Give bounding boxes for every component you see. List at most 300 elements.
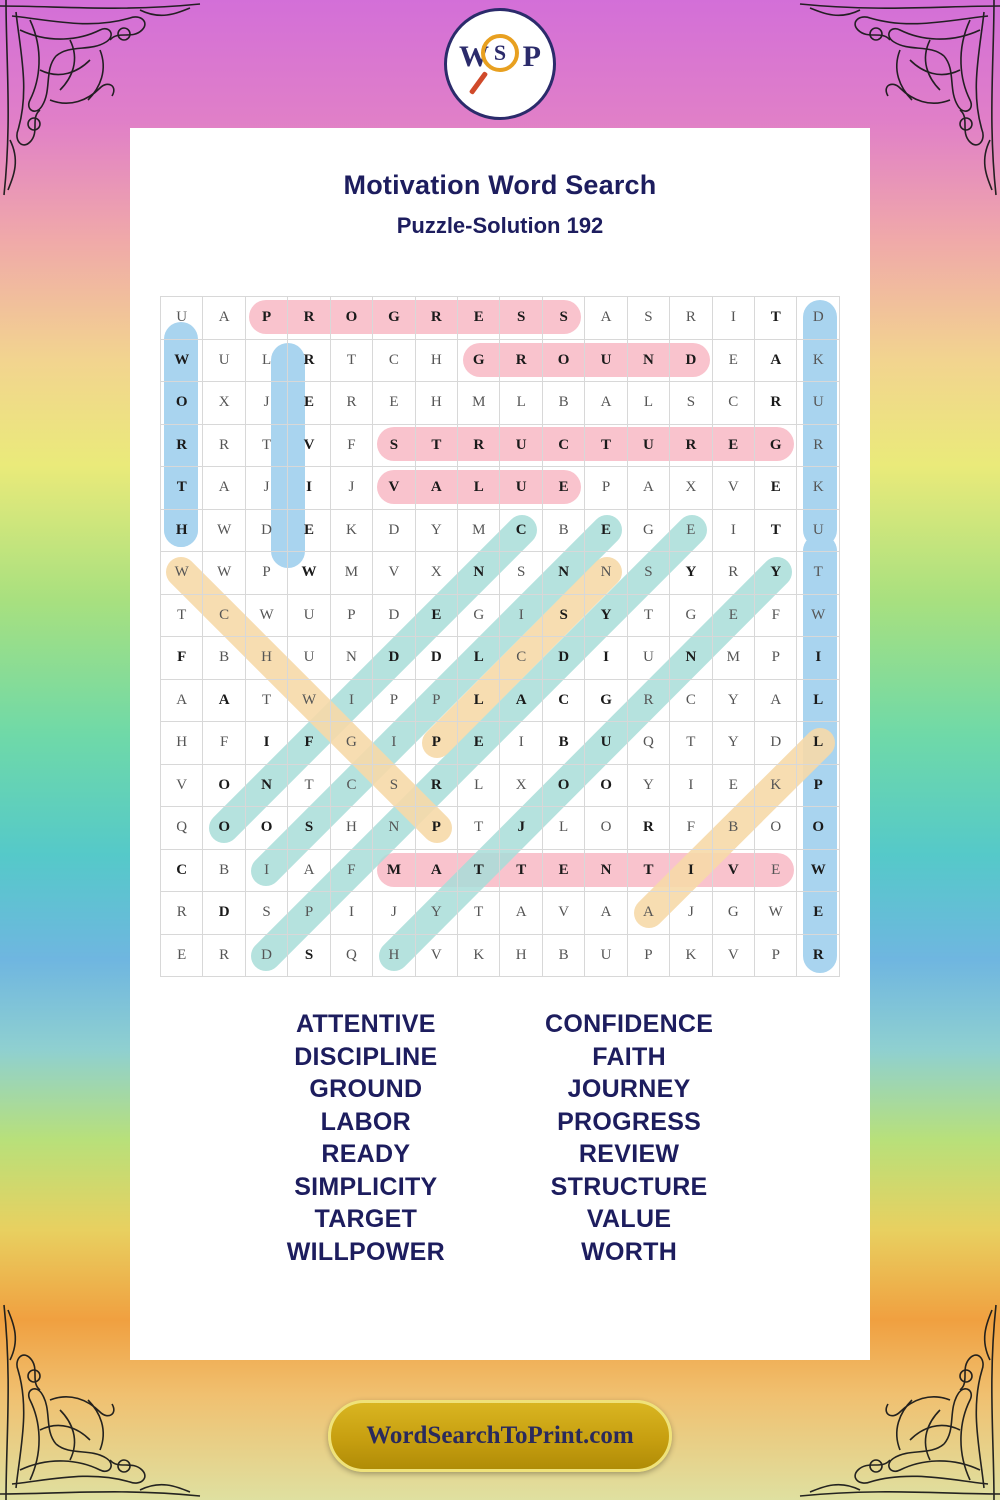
grid-cell[interactable]: W (755, 892, 797, 935)
grid-cell[interactable]: U (203, 339, 245, 382)
grid-cell[interactable]: L (500, 382, 542, 425)
grid-cell[interactable]: R (755, 382, 797, 425)
grid-cell[interactable]: T (161, 467, 203, 510)
logo-letter-p: P (522, 40, 541, 73)
word-search-grid-container (160, 296, 840, 977)
grid-cell[interactable]: U (797, 509, 840, 552)
grid-cell[interactable]: N (458, 552, 500, 595)
grid-cell[interactable]: O (203, 764, 245, 807)
grid-cell[interactable]: G (670, 594, 712, 637)
grid-cell[interactable]: G (330, 722, 372, 765)
grid-cell[interactable]: S (500, 297, 542, 340)
grid-cell[interactable]: I (245, 722, 287, 765)
grid-cell[interactable]: T (627, 849, 669, 892)
grid-cell[interactable]: O (755, 807, 797, 850)
grid-cell[interactable]: M (373, 849, 415, 892)
grid-cell[interactable]: I (712, 297, 754, 340)
grid-cell[interactable]: I (712, 509, 754, 552)
grid-cell[interactable]: Y (415, 892, 457, 935)
grid-cell[interactable]: D (203, 892, 245, 935)
grid-cell[interactable]: C (203, 594, 245, 637)
grid-cell[interactable]: Y (712, 722, 754, 765)
background-left-band (0, 0, 130, 1500)
grid-cell[interactable]: R (797, 424, 840, 467)
grid-cell[interactable]: D (797, 297, 840, 340)
grid-cell[interactable]: T (627, 594, 669, 637)
grid-cell[interactable]: P (373, 679, 415, 722)
grid-cell[interactable]: L (458, 764, 500, 807)
grid-cell[interactable]: E (288, 382, 330, 425)
grid-cell[interactable]: O (797, 807, 840, 850)
grid-cell[interactable]: E (542, 849, 584, 892)
grid-cell[interactable]: A (203, 679, 245, 722)
grid-cell[interactable]: H (373, 934, 415, 977)
grid-cell[interactable]: H (330, 807, 372, 850)
grid-cell[interactable]: F (330, 849, 372, 892)
page-title: Motivation Word Search (343, 170, 657, 200)
grid-cell[interactable]: P (415, 679, 457, 722)
word-list-item: GROUND (309, 1075, 423, 1103)
grid-cell[interactable]: P (755, 637, 797, 680)
grid-cell[interactable]: R (500, 339, 542, 382)
grid-cell[interactable]: L (797, 722, 840, 765)
grid-cell[interactable]: W (245, 594, 287, 637)
grid-cell[interactable]: R (288, 297, 330, 340)
grid-cell[interactable]: E (755, 467, 797, 510)
grid-cell[interactable]: T (330, 339, 372, 382)
grid-cell[interactable]: C (330, 764, 372, 807)
grid-cell[interactable]: E (585, 509, 627, 552)
grid-cell[interactable]: T (458, 807, 500, 850)
grid-cell[interactable]: G (458, 594, 500, 637)
grid-cell[interactable]: S (288, 807, 330, 850)
grid-cell[interactable]: A (203, 297, 245, 340)
grid-cell[interactable]: S (373, 424, 415, 467)
grid-cell[interactable]: U (161, 297, 203, 340)
grid-cell[interactable]: R (458, 424, 500, 467)
grid-cell[interactable]: V (542, 892, 584, 935)
grid-cell[interactable]: T (161, 594, 203, 637)
grid-cell[interactable]: T (288, 764, 330, 807)
grid-cell[interactable]: H (161, 509, 203, 552)
grid-cell[interactable]: L (245, 339, 287, 382)
grid-cell[interactable]: L (542, 807, 584, 850)
grid-cell[interactable]: P (330, 594, 372, 637)
grid-cell[interactable]: E (712, 594, 754, 637)
grid-cell[interactable]: T (797, 552, 840, 595)
grid-cell[interactable]: S (627, 297, 669, 340)
grid-cell[interactable]: V (415, 934, 457, 977)
grid-cell[interactable]: R (627, 807, 669, 850)
grid-cell[interactable]: F (670, 807, 712, 850)
grid-cell[interactable]: O (585, 807, 627, 850)
grid-cell[interactable]: T (755, 297, 797, 340)
grid-cell[interactable]: P (245, 552, 287, 595)
grid-cell[interactable]: T (245, 424, 287, 467)
grid-cell[interactable]: A (500, 892, 542, 935)
grid-cell[interactable]: E (542, 467, 584, 510)
grid-cell[interactable]: X (203, 382, 245, 425)
grid-cell[interactable]: V (373, 467, 415, 510)
grid-cell[interactable]: E (458, 297, 500, 340)
grid-cell[interactable]: A (500, 679, 542, 722)
grid-cell[interactable]: D (415, 637, 457, 680)
grid-cell[interactable]: W (161, 552, 203, 595)
grid-cell[interactable]: P (585, 467, 627, 510)
grid-cell[interactable]: R (712, 552, 754, 595)
grid-cell[interactable]: A (161, 679, 203, 722)
grid-cell[interactable]: B (542, 509, 584, 552)
grid-cell[interactable]: R (670, 297, 712, 340)
grid-cell[interactable]: S (627, 552, 669, 595)
grid-cell[interactable]: S (373, 764, 415, 807)
grid-cell[interactable]: S (542, 297, 584, 340)
grid-cell[interactable]: A (415, 467, 457, 510)
grid-cell[interactable]: A (755, 339, 797, 382)
grid-cell[interactable]: S (288, 934, 330, 977)
grid-cell[interactable]: D (373, 594, 415, 637)
grid-cell[interactable]: C (542, 424, 584, 467)
grid-cell[interactable]: N (373, 807, 415, 850)
word-list-item: TARGET (314, 1205, 418, 1233)
grid-cell[interactable]: Y (415, 509, 457, 552)
grid-cell[interactable]: U (585, 339, 627, 382)
grid-cell[interactable]: Y (670, 552, 712, 595)
website-button[interactable] (328, 1400, 672, 1472)
word-list-column-left (287, 1008, 445, 1268)
grid-cell[interactable]: A (585, 382, 627, 425)
grid-row (161, 934, 840, 977)
grid-cell[interactable]: I (797, 637, 840, 680)
grid-cell[interactable]: J (500, 807, 542, 850)
grid-cell[interactable]: W (797, 594, 840, 637)
grid-cell[interactable]: C (712, 382, 754, 425)
grid-cell[interactable]: R (797, 934, 840, 977)
grid-cell[interactable]: B (203, 637, 245, 680)
grid-row (161, 297, 840, 340)
grid-cell[interactable]: N (245, 764, 287, 807)
grid-cell[interactable]: G (712, 892, 754, 935)
word-list-item: VALUE (586, 1205, 672, 1233)
grid-cell[interactable]: Y (585, 594, 627, 637)
grid-cell[interactable]: U (288, 637, 330, 680)
grid-cell[interactable]: T (458, 849, 500, 892)
grid-cell[interactable]: T (585, 424, 627, 467)
grid-row (161, 679, 840, 722)
grid-cell[interactable]: H (500, 934, 542, 977)
grid-cell[interactable]: M (712, 637, 754, 680)
grid-cell[interactable]: V (161, 764, 203, 807)
grid-cell[interactable]: W (203, 552, 245, 595)
magnifier-icon: S (481, 34, 519, 72)
grid-cell[interactable]: T (415, 424, 457, 467)
grid-cell[interactable]: I (330, 679, 372, 722)
grid-cell[interactable]: N (585, 552, 627, 595)
grid-cell[interactable]: I (670, 764, 712, 807)
grid-cell[interactable]: X (670, 467, 712, 510)
grid-cell[interactable]: A (755, 679, 797, 722)
grid-cell[interactable]: I (330, 892, 372, 935)
grid-cell[interactable]: V (288, 424, 330, 467)
grid-cell[interactable]: X (500, 764, 542, 807)
magnifier-handle-icon (469, 71, 488, 95)
grid-cell[interactable]: I (288, 467, 330, 510)
grid-cell[interactable]: J (670, 892, 712, 935)
word-list-item: ATTENTIVE (295, 1010, 436, 1038)
grid-cell[interactable]: E (373, 382, 415, 425)
grid-cell[interactable]: P (627, 934, 669, 977)
grid-cell[interactable]: H (161, 722, 203, 765)
grid-cell[interactable]: E (670, 509, 712, 552)
grid-cell[interactable]: N (627, 339, 669, 382)
grid-cell[interactable]: Y (712, 679, 754, 722)
word-list-item: PROGRESS (557, 1107, 702, 1136)
grid-cell[interactable]: N (585, 849, 627, 892)
grid-cell[interactable]: W (288, 679, 330, 722)
grid-cell[interactable]: T (670, 722, 712, 765)
grid-cell[interactable]: U (500, 467, 542, 510)
grid-cell[interactable]: K (797, 467, 840, 510)
grid-cell[interactable]: P (415, 722, 457, 765)
grid-cell[interactable]: S (500, 552, 542, 595)
grid-cell[interactable]: G (585, 679, 627, 722)
grid-cell[interactable]: L (627, 382, 669, 425)
grid-cell[interactable]: O (585, 764, 627, 807)
grid-cell[interactable]: R (161, 892, 203, 935)
grid-cell[interactable]: E (712, 339, 754, 382)
grid-cell[interactable]: Q (330, 934, 372, 977)
grid-cell[interactable]: C (373, 339, 415, 382)
grid-cell[interactable]: B (712, 807, 754, 850)
website-label: WordSearchToPrint.com (366, 1422, 634, 1449)
grid-cell[interactable]: J (245, 382, 287, 425)
word-list-item: SIMPLICITY (294, 1172, 438, 1201)
grid-cell[interactable]: W (288, 552, 330, 595)
grid-cell[interactable]: K (755, 764, 797, 807)
grid-cell[interactable]: F (161, 637, 203, 680)
grid-cell[interactable]: D (755, 722, 797, 765)
grid-cell[interactable]: R (161, 424, 203, 467)
grid-cell[interactable]: E (415, 594, 457, 637)
grid-cell[interactable]: R (627, 679, 669, 722)
grid-row (161, 382, 840, 425)
grid-cell[interactable]: F (203, 722, 245, 765)
grid-cell[interactable]: K (330, 509, 372, 552)
grid-cell[interactable]: E (161, 934, 203, 977)
grid-row (161, 552, 840, 595)
grid-cell[interactable]: B (542, 722, 584, 765)
grid-cell[interactable]: O (330, 297, 372, 340)
grid-cell[interactable]: E (712, 424, 754, 467)
grid-cell[interactable]: K (670, 934, 712, 977)
word-list-item: DISCIPLINE (294, 1042, 438, 1071)
grid-cell[interactable]: S (670, 382, 712, 425)
grid-cell[interactable]: T (458, 892, 500, 935)
grid-row (161, 509, 840, 552)
grid-row (161, 637, 840, 680)
grid-cell[interactable]: Q (627, 722, 669, 765)
grid-cell[interactable]: T (755, 509, 797, 552)
grid-cell[interactable]: E (712, 764, 754, 807)
grid-cell[interactable]: D (373, 637, 415, 680)
grid-cell[interactable]: N (670, 637, 712, 680)
grid-cell[interactable]: I (500, 722, 542, 765)
grid-cell[interactable]: M (330, 552, 372, 595)
grid-cell[interactable]: A (627, 467, 669, 510)
grid-cell[interactable]: M (458, 382, 500, 425)
grid-cell[interactable]: O (542, 339, 584, 382)
grid-cell[interactable]: I (585, 637, 627, 680)
grid-cell[interactable]: F (330, 424, 372, 467)
grid-cell[interactable]: I (670, 849, 712, 892)
grid-row (161, 594, 840, 637)
word-list-item: READY (321, 1140, 411, 1168)
word-list-item: CONFIDENCE (544, 1010, 714, 1038)
grid-cell[interactable]: A (585, 297, 627, 340)
grid-cell[interactable]: U (585, 722, 627, 765)
grid-cell[interactable]: O (245, 807, 287, 850)
grid-cell[interactable]: L (797, 679, 840, 722)
word-list-item: REVIEW (578, 1140, 680, 1168)
grid-row (161, 892, 840, 935)
grid-cell[interactable]: A (585, 892, 627, 935)
grid-cell[interactable]: U (627, 637, 669, 680)
grid-cell[interactable]: R (670, 424, 712, 467)
grid-cell[interactable]: K (458, 934, 500, 977)
grid-cell[interactable]: C (500, 509, 542, 552)
grid-cell[interactable]: E (797, 892, 840, 935)
grid-cell[interactable]: Q (161, 807, 203, 850)
grid-cell[interactable]: P (245, 297, 287, 340)
grid-cell[interactable]: D (245, 934, 287, 977)
grid-cell[interactable]: V (712, 934, 754, 977)
grid-cell[interactable]: K (797, 339, 840, 382)
grid-cell[interactable]: E (458, 722, 500, 765)
grid-cell[interactable]: D (542, 637, 584, 680)
puzzle-sheet (130, 128, 870, 1360)
grid-row (161, 339, 840, 382)
grid-cell[interactable]: T (245, 679, 287, 722)
grid-cell[interactable]: R (203, 424, 245, 467)
grid-cell[interactable]: N (330, 637, 372, 680)
grid-cell[interactable]: L (458, 637, 500, 680)
word-search-grid[interactable] (160, 296, 840, 977)
grid-cell[interactable]: J (245, 467, 287, 510)
grid-cell[interactable]: E (288, 509, 330, 552)
grid-cell[interactable]: J (373, 892, 415, 935)
grid-cell[interactable]: U (627, 424, 669, 467)
grid-cell[interactable]: R (288, 339, 330, 382)
grid-cell[interactable]: O (161, 382, 203, 425)
grid-cell[interactable]: D (245, 509, 287, 552)
grid-cell[interactable]: Y (627, 764, 669, 807)
site-logo (444, 8, 556, 120)
grid-cell[interactable]: I (373, 722, 415, 765)
grid-cell[interactable]: B (542, 934, 584, 977)
grid-cell[interactable]: R (203, 934, 245, 977)
grid-cell[interactable]: P (288, 892, 330, 935)
grid-cell[interactable]: X (415, 552, 457, 595)
grid-cell[interactable]: C (500, 637, 542, 680)
grid-cell[interactable]: Y (755, 552, 797, 595)
grid-cell[interactable]: H (415, 339, 457, 382)
grid-cell[interactable]: R (415, 297, 457, 340)
grid-cell[interactable]: H (415, 382, 457, 425)
grid-cell[interactable]: G (373, 297, 415, 340)
word-list-item: JOURNEY (567, 1075, 691, 1103)
grid-cell[interactable]: O (203, 807, 245, 850)
grid-cell[interactable]: C (542, 679, 584, 722)
grid-cell[interactable]: J (330, 467, 372, 510)
grid-row (161, 722, 840, 765)
grid-row (161, 807, 840, 850)
grid-cell[interactable]: L (458, 467, 500, 510)
grid-cell[interactable]: V (712, 849, 754, 892)
grid-cell[interactable]: S (245, 892, 287, 935)
grid-cell[interactable]: U (585, 934, 627, 977)
grid-cell[interactable]: W (797, 849, 840, 892)
grid-cell[interactable]: A (203, 467, 245, 510)
word-list-item: WILLPOWER (286, 1237, 445, 1266)
grid-cell[interactable]: L (458, 679, 500, 722)
grid-cell[interactable]: W (161, 339, 203, 382)
grid-cell[interactable]: H (245, 637, 287, 680)
grid-cell[interactable]: A (288, 849, 330, 892)
grid-cell[interactable]: G (458, 339, 500, 382)
grid-cell[interactable]: I (500, 594, 542, 637)
grid-cell[interactable]: A (415, 849, 457, 892)
grid-cell[interactable]: N (542, 552, 584, 595)
grid-cell[interactable]: B (203, 849, 245, 892)
grid-cell[interactable]: P (755, 934, 797, 977)
grid-cell[interactable]: P (415, 807, 457, 850)
word-list-item: WORTH (581, 1237, 678, 1266)
grid-row (161, 424, 840, 467)
grid-cell[interactable]: D (670, 339, 712, 382)
word-list-item: FAITH (592, 1042, 666, 1071)
grid-cell[interactable]: V (712, 467, 754, 510)
grid-cell[interactable]: D (373, 509, 415, 552)
grid-cell[interactable]: C (670, 679, 712, 722)
grid-cell[interactable]: E (755, 849, 797, 892)
grid-cell[interactable]: C (161, 849, 203, 892)
grid-cell[interactable]: M (458, 509, 500, 552)
grid-row (161, 849, 840, 892)
grid-cell[interactable]: B (542, 382, 584, 425)
logo-letter-w: W (459, 40, 489, 73)
grid-row (161, 467, 840, 510)
grid-cell[interactable]: I (245, 849, 287, 892)
grid-cell[interactable]: P (797, 764, 840, 807)
grid-cell[interactable]: U (500, 424, 542, 467)
grid-row (161, 764, 840, 807)
grid-cell[interactable]: F (288, 722, 330, 765)
grid-cell[interactable]: F (755, 594, 797, 637)
grid-cell[interactable]: O (542, 764, 584, 807)
grid-cell[interactable]: R (415, 764, 457, 807)
grid-cell[interactable]: U (288, 594, 330, 637)
grid-cell[interactable]: R (330, 382, 372, 425)
grid-cell[interactable]: S (542, 594, 584, 637)
grid-cell[interactable]: T (500, 849, 542, 892)
grid-cell[interactable]: U (797, 382, 840, 425)
grid-cell[interactable]: V (373, 552, 415, 595)
grid-cell[interactable]: W (203, 509, 245, 552)
grid-cell[interactable]: G (755, 424, 797, 467)
grid-cell[interactable]: G (627, 509, 669, 552)
grid-cell[interactable]: A (627, 892, 669, 935)
word-list-item: STRUCTURE (550, 1172, 708, 1201)
